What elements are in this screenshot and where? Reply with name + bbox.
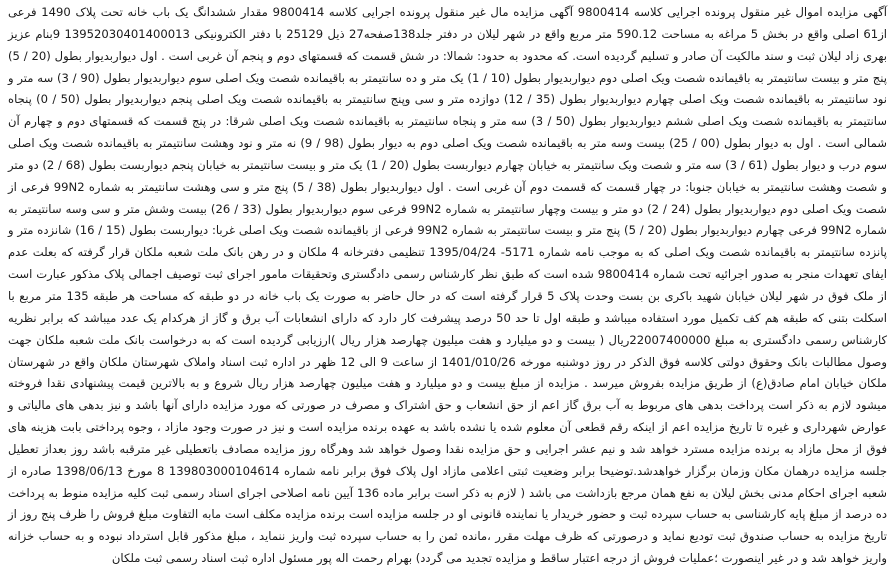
notice-body-text: آگهی مزایده اموال غیر منقول پرونده اجرایی کلاسه 9800414 آگهی مزایده مال غیر منقول پرونده اجرایی کلاسه 9800414 مقدار ششدانگ یک باب خانه تحت پلاک 1490 فرعی از61 اصلی واقع در بخش 5 مراغه به مساحت 590.12 متر مربع واقع در شهر لیلان در دفتر جلد138صفحه27 ذیل 25129 با دفتر الکترونیکی 13952030401400013 9بنام عزیز بهری زاد لیلان ثبت و سند مالکیت آن صادر و تسلیم گردیده است. که محدود به حدود: شمالا: در شش قسمت که قسمتهای دوم و پنجم آن غربی است . اول دیواربدیوار بطول (20 / 5) پنج متر و بیست سانتیمتر به باقیمانده شصت ویک اصلی دوم دیواربدیوار بطول (10 / 1) یک متر و ده سانتیمتر به باقیمانده شصت ویک اصلی سوم دیواربدیوار بطول (90 / 3) سه متر و نود سانتیمتر به باقیمانده شصت ویک اصلی چهارم دیواربدیوار بطول (35 / 12) دوازده متر و سی وپنج سانتیمتر به باقیمانده شصت ویک اصلی پنجم دیواربدیوار بطول (50 / 0) پنجاه سانتیمتر به باقیمانده شصت ویک اصلی ششم دیواربدیوار بطول (50 / 3) سه متر و پنجاه سانتیمتر به باقیمانده شصت ویک اصلی شرقا: در پنج قسمت که قسمتهای دوم و چهارم آن شمالی است . اول به دیوار بطول (00 / 25) بیست وسه متر به باقیمانده شصت ویک اصلی دوم به دیوار بطول (98 / 9) نه متر و نود وهشت سانتیمتر به باقیمانده شصت ویک اصلی سوم درب و دیوار بطول (61 / 3) سه متر و شصت ویک سانتیمتر به خیابان چهارم دیواربست بطول (20 / 1) یک متر و بیست سانتیمتر به خیابان پنجم دیواربست بطول (68 / 2) دو متر و شصت وهشت سانتیمتر به خیابان جنوبا: در چهار قسمت که قسمت دوم آن غربی است . اول دیواربدیوار بطول (38 / 5) پنج متر و سی وهشت سانتیمتر به شماره 99N2 فرعی از شصت ویک اصلی دوم دیواربدیوار بطول (24 / 2) دو متر و بیست وچهار سانتیمتر به شماره 99N2 فرعی سوم دیواربدیوار بطول (33 / 26) بیست وشش متر و سی وسه سانتیمتر به شماره 99N2 فرعی چهارم دیواربدیوار بطول (20 / 5) پنج متر و بیست سانتیمتر به شماره 99N2 فرعی از باقیمانده شصت ویک اصلی غربا: دیواربست بطول (15 / 16) شانزده متر و پانزده سانتیمتر به باقیمانده شصت ویک اصلی که به موجب نامه شماره 5171- 1395/04/24 تنظیمی دفترخانه 4 ملکان و در رهن بانک ملت شعبه ملکان قرار گرفته که بعلت عدم ایفای تعهدات منجر به صدور اجرائیه تحت شماره 9800414 شده است که طبق نظر کارشناس رسمی دادگستری وتحقیقات مامور اجرای ثبت توصیف اجمالی پلاک مذکور عبارت است از ملک فوق در شهر لیلان خیابان شهید باکری بن بست وحدت پلاک 5 قرار گرفته است که در حال حاضر به صورت یک باب خانه در دو طبقه که مساحت هر طبقه 135 متر مربع با اسکلت بتنی که طبقه هم کف تکمیل مورد استفاده میباشد و طبقه اول تا حد 50 درصد پیشرفت کار دارد که دارای انشعابات آب برق و گاز از هرکدام یک عدد میباشد که برابر نظریه کارشناس رسمی دادگستری به مبلغ 22007400000ریال ( بیست و دو میلیارد و هفت میلیون چهارصد هزار ریال )ارزیابی گردیده است که به درخواست بانک ملت شعبه ملکان جهت وصول مطالبات بانک وحقوق دولتی کلاسه فوق الذکر در روز دوشنبه مورخه 1401/010/26 از ساعت 9 الی 12 ظهر در اداره ثبت اسناد واملاک شهرستان ملکان واقع در شهرستان ملکان خیابان امام صادق(ع) از طریق مزایده بفروش میرسد . مزایده از مبلغ بیست و دو میلیارد و هفت میلیون چهارصد هزار ریال شروع و به بالاترین قیمت پیشنهادی نقدا فروخته میشود لازم به ذکر است پرداخت بدهی های مربوط به آب برق گاز اعم از حق انشعاب و حق اشتراک و مصرف در صورتی که مورد مزایده دارای آنها باشد و نیز بدهی های مالیاتی و عوارض شهرداری و غیره تا تاریخ مزایده اعم از اینکه رقم قطعی آن معلوم شده یا نشده باشد به عهده برنده مزایده است و نیز در صورت وجود مازاد ، وجوه پرداختی بابت هزینه های فوق از محل مازاد به برنده مزایده مسترد خواهد شد و نیم عشر اجرایی و حق مزایده نقدا وصول خواهد شد وهرگاه روز مزایده مصادف باتعطیلی غیر مترقبه باشد روز بعداز تعطیل جلسه مزایده درهمان مکان وزمان برگزار خواهدشد.توضیحا برابر وضعیت ثبتی اعلامی مازاد اول پلاک فوق برابر نامه شماره 139803000104614 8 مورخ 1398/06/13 صادره از شعبه اجرای احکام مدنی بخش لیلان به نفع همان مرجع بازداشت می باشد ( لازم به ذکر است برابر ماده 136 آیین نامه اصلاحی اجرای اسناد رسمی ثبت کلیه مزایده منوط به پرداخت ده درصد از مبلغ پایه کارشناسی به حساب سپرده ثبت و حضور خریدار یا نماینده قانونی او در جلسه مزایده است برنده مزایده مکلف است مابه التفاوت مبلغ فروش را ظرف پنج روز از تاریخ مزایده به حساب صندوق ثبت تودیع نماید و درصورتی که ظرف مهلت مقرر ،مانده ثمن را به حساب سپرده ثبت واریز ننماید ، مبلغ مذکور قابل استرداد نبوده و به حساب خزانه واریز خواهد شد و در غیر اینصورت ؛عملیات فروش از درجه اعتبار ساقط و مزایده تجدید می گردد) بهرام رحمت اله پور مسئول اداره ثبت اسناد رسمی ثبت ملکان [8, 5, 888, 566]
